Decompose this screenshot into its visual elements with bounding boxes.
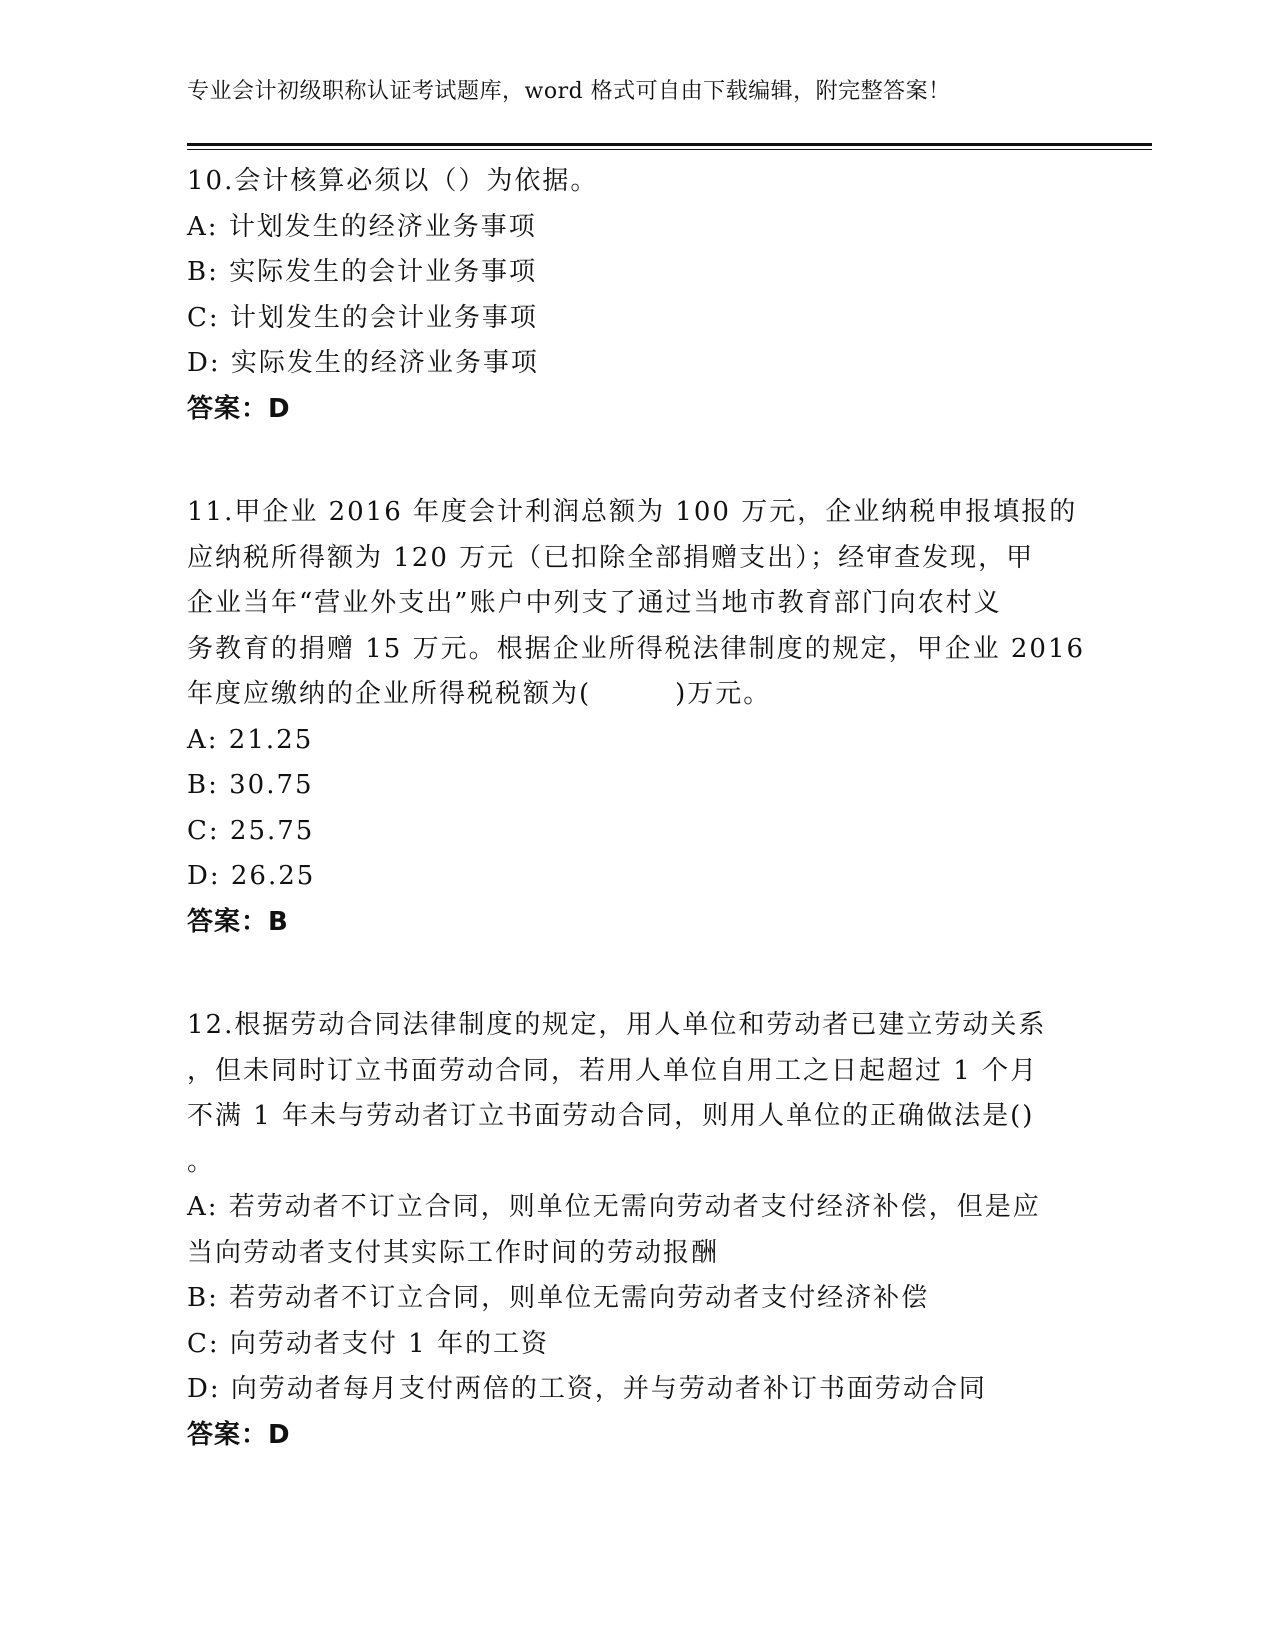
stem-line: 11.甲企业 2016 年度会计利润总额为 100 万元，企业纳税申报填报的 — [187, 497, 1078, 527]
answer-label: 答案：B — [187, 906, 289, 937]
stem-line: 不满 1 年未与劳动者订立书面劳动合同，则用人单位的正确做法是() — [187, 1101, 1035, 1131]
stem-line: 应纳税所得额为 120 万元（已扣除全部捐赠支出）；经审查发现，甲 — [187, 542, 1035, 573]
question-stem — [187, 1003, 1087, 1185]
option-line: C: 向劳动者支付 1 年的工资 — [187, 1328, 549, 1359]
stem-line: 12.根据劳动合同法律制度的规定，用人单位和劳动者已建立劳动关系 — [187, 1010, 1047, 1040]
answer-label: 答案：D — [187, 1419, 291, 1450]
option-a — [187, 718, 1087, 764]
stem-line: 年度应缴纳的企业所得税税额为( )万元。 — [187, 679, 772, 709]
option-line: B: 30.75 — [187, 770, 314, 800]
option-d — [187, 341, 1087, 387]
stem-line: 务教育的捐赠 15 万元。根据企业所得税法律制度的规定，甲企业 2016 — [187, 633, 1086, 664]
option-line: A: 若劳动者不订立合同，则单位无需向劳动者支付经济补偿，但是应 — [187, 1192, 1041, 1222]
option-b — [187, 763, 1087, 809]
option-d — [187, 1367, 1087, 1413]
option-d — [187, 854, 1087, 900]
option-line: D: 26.25 — [187, 861, 316, 891]
option-line: B: 实际发生的会计业务事项 — [187, 257, 538, 287]
option-line: A: 计划发生的经济业务事项 — [187, 211, 537, 242]
option-c — [187, 296, 1087, 342]
header-rule-thin — [187, 149, 1152, 150]
stem-line: ，但未同时订立书面劳动合同，若用人单位自用工之日起超过 1 个月 — [187, 1055, 1039, 1086]
option-b — [187, 250, 1087, 296]
question-stem — [187, 490, 1087, 718]
option-a — [187, 205, 1087, 251]
option-a — [187, 1185, 1087, 1276]
stem-line: 企业当年“营业外支出”账户中列支了通过当地市教育部门向农村义 — [187, 588, 1002, 618]
option-line: B: 若劳动者不订立合同，则单位无需向劳动者支付经济补偿 — [187, 1283, 930, 1313]
header-rule-thick — [187, 143, 1152, 146]
question-12 — [187, 1003, 1087, 1458]
option-line: C: 计划发生的会计业务事项 — [187, 302, 538, 333]
option-line: C: 25.75 — [187, 815, 315, 846]
option-line: D: 向劳动者每月支付两倍的工资，并与劳动者补订书面劳动合同 — [187, 1374, 987, 1404]
question-list — [187, 159, 1087, 1516]
stem-line: 。 — [187, 1146, 216, 1177]
page-header: 专业会计初级职称认证考试题库，word 格式可自由下载编辑，附完整答案！ — [187, 79, 951, 104]
option-c — [187, 1322, 1087, 1368]
stem-line: 10.会计核算必须以（）为依据。 — [187, 166, 599, 196]
option-line: 当向劳动者支付其实际工作时间的劳动报酬 — [187, 1237, 720, 1268]
option-b — [187, 1276, 1087, 1322]
question-stem — [187, 159, 1087, 205]
option-line: D: 实际发生的经济业务事项 — [187, 348, 539, 378]
question-11 — [187, 490, 1087, 945]
option-c — [187, 809, 1087, 855]
question-10 — [187, 159, 1087, 432]
option-line: A: 21.25 — [187, 724, 314, 755]
answer-label: 答案：D — [187, 393, 291, 424]
